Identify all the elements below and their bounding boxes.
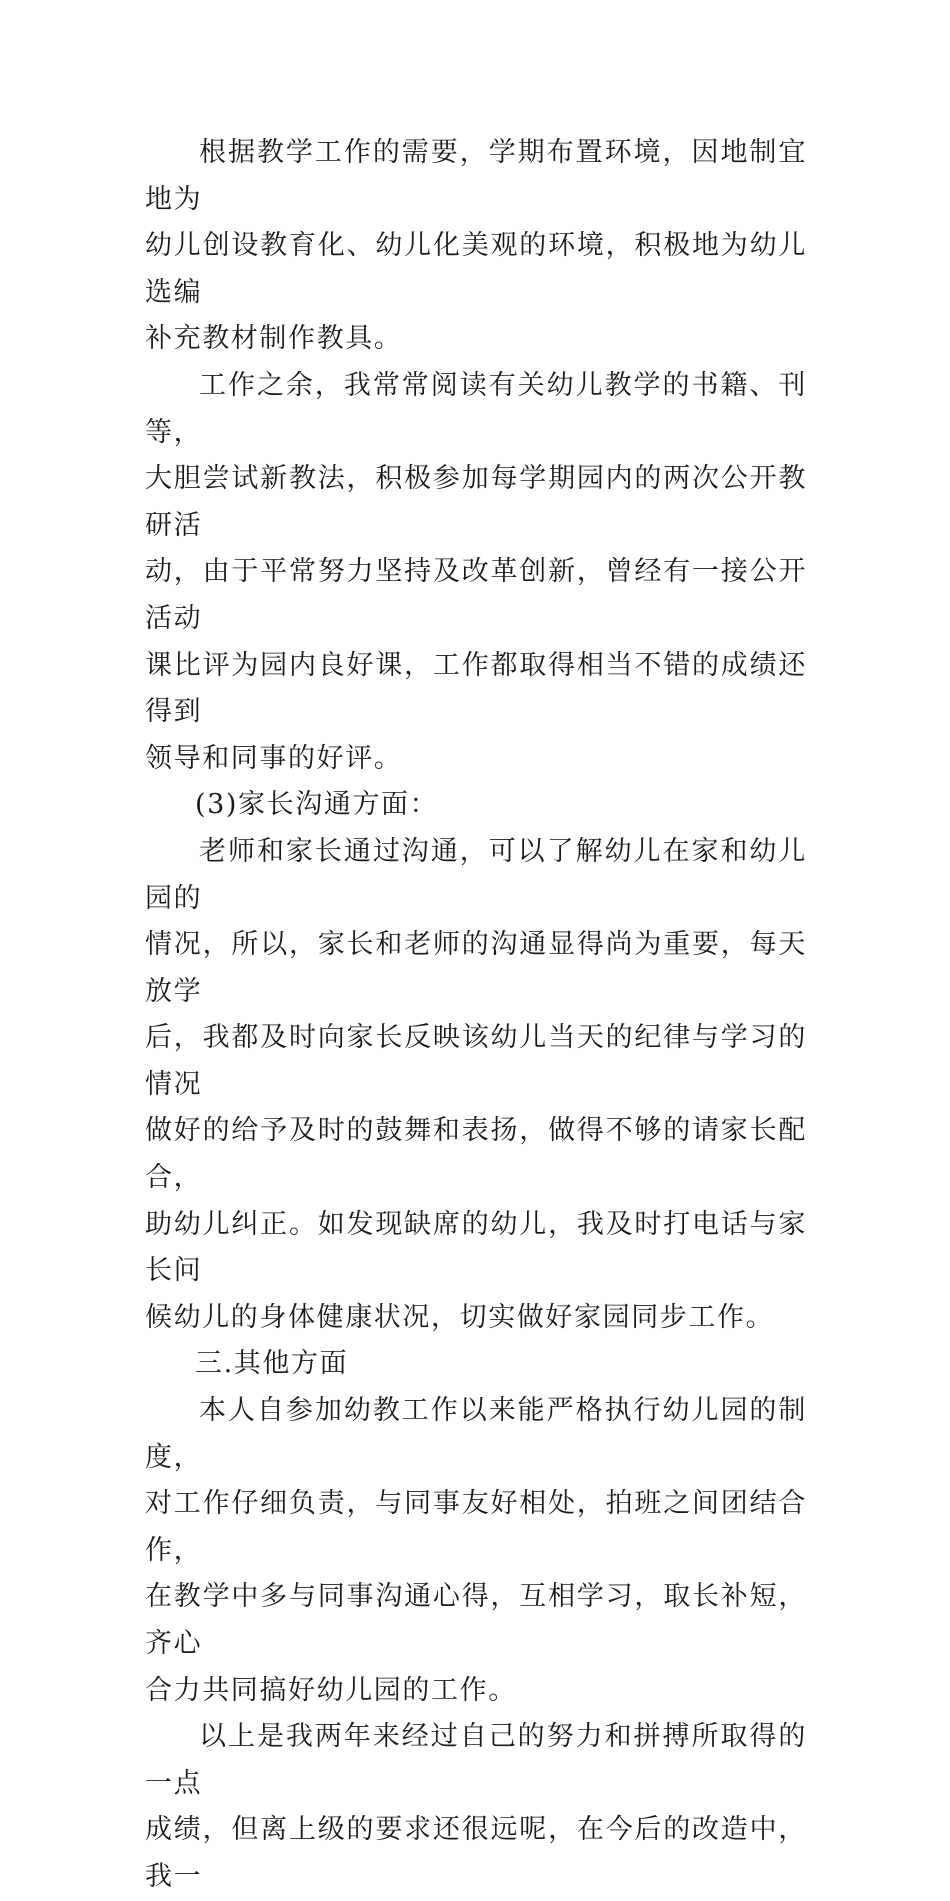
paragraph-teamwork: 本人自参加幼教工作以来能严格执行幼儿园的制度， 对工作仔细负责，与同事友好相处，拍班之间团结合作， 在教学中多与同事沟通心得，互相学习，取长补短，齐心 合力共同搞好幼儿园的工作。 <box>145 1395 807 1706</box>
paragraph-parent-communication: 老师和家长通过沟通，可以了解幼儿在家和幼儿园的 情况，所以，家长和老师的沟通显得尚为重要，每天放学 后，我都及时向家长反映该幼儿当天的纪律与学习的情况 做好的给予及时的鼓舞和表扬，做得不够的请家长配合， 助幼儿纠正。如发现缺席的幼儿，我及时打电话与家长问 候幼儿的身体健康状况，切实做好家园同步工作。 <box>145 835 807 1333</box>
paragraph-study-research: 工作之余，我常常阅读有关幼儿教学的书籍、刊等， 大胆尝试新教法，积极参加每学期园内的两次公开教研活 动，由于平常努力坚持及改革创新，曾经有一接公开活动 课比评为园内良好课，工作都取得相当不错的成绩还得到 领导和同事的好评。 <box>145 369 807 774</box>
section-heading-parent-communication: (3)家长沟通方面： <box>195 789 439 821</box>
paragraph-conclusion: 以上是我两年来经过自己的努力和拼搏所取得的一点 成绩，但离上级的要求还很远呢，在今后的改造中，我一 <box>145 1721 807 1892</box>
document-body <box>145 130 807 1901</box>
section-heading-other-aspects: 三.其他方面 <box>195 1348 349 1380</box>
paragraph-environment: 根据教学工作的需要，学期布置环境，因地制宜地为 幼儿创设教育化、幼儿化美观的环境，积极地为幼儿选编 补充教材制作教具。 <box>145 137 807 355</box>
